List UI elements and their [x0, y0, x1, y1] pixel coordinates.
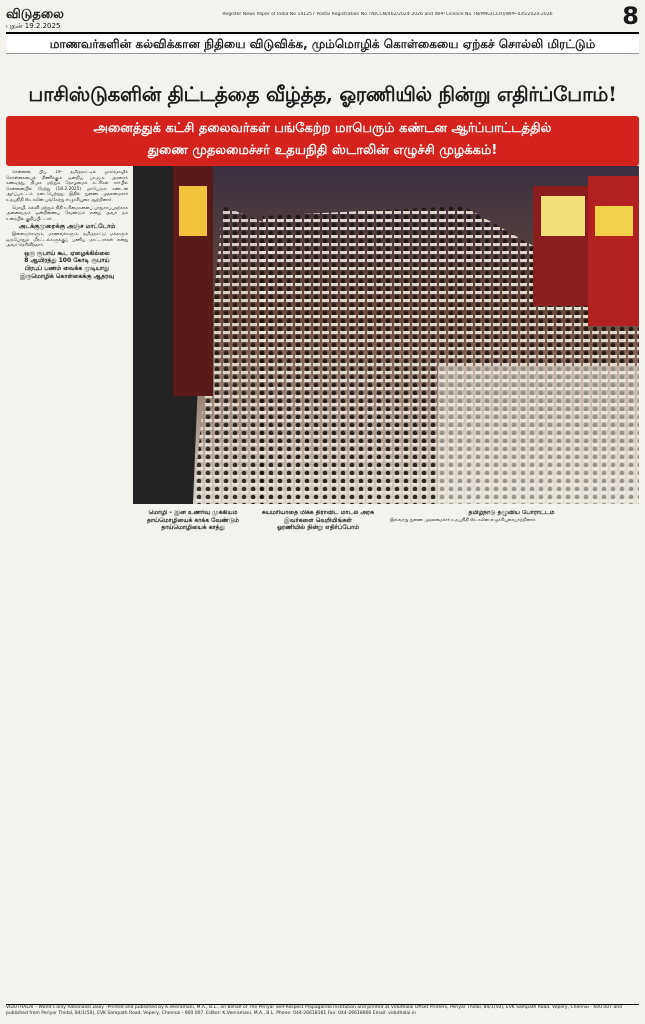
article-para: இளைஞர்களும், மாணவர்களும், தமிழ்நாட்டு மக்களும் ஒருபோதும் மிரட்டல்களுக்குப் பணிய மாட்டார்கள் என்று அவர் தெரிவித்தார்.: [6, 231, 128, 249]
rally-photo: [133, 166, 639, 504]
banner-line-2: துணை முதலமைச்சர் உதயநிதி ஸ்டாலின் எழுச்சி முழக்கம்!: [147, 143, 498, 158]
section-subhead: 8 ஆயிரத்து 100 கோடி ரூபாய்: [24, 257, 110, 265]
masthead: [6, 4, 639, 34]
section-subhead: சுயமரியாதை மிக்க திராவிட மாடல் அரசு: [261, 510, 375, 516]
section-subhead: அடக்குமுறைக்கு அஞ்ச மாட்டோம்: [18, 223, 116, 231]
main-headline: பாசிஸ்டுகளின் திட்டத்தை வீழ்த்த, ஓரணியில் நின்று எதிர்ப்போம்!: [28, 82, 617, 106]
page-number: 8: [622, 2, 639, 30]
banner-line-1: அனைத்துக் கட்சி தலைவர்கள் பங்கேற்ற மாபெரும் கண்டன ஆர்ப்பாட்டத்தில்: [93, 121, 552, 136]
article-column-1: [6, 170, 128, 1000]
section-subhead: தமிழ்நாடு தழுவிய போராட்டம்: [468, 510, 555, 516]
section-subhead: இவர்களை வெறியிங்கள்: [284, 516, 352, 524]
article-column-4: [384, 510, 639, 1000]
article-para: மொழி, கல்வி மற்றும் நிதி உரிமைகளைப் பாதுகாப்பதற்காக அனைவரும் ஒன்றிணைய வேண்டும் என்று அவர் தம் உரையில் குறிப்பிட்டார்.: [6, 205, 128, 222]
section-subhead: தாய்மொழியைக் காக்க வேண்டும்: [146, 516, 240, 524]
section-subhead: இருமொழிக் கொள்கைக்கு ஆதரவு: [20, 272, 114, 280]
section-subhead: மொழி – இன உணர்வு முக்கியம்: [148, 510, 238, 516]
kicker-headline: மாணவர்களின் கல்விக்கான நிதியை விடுவிக்க, மும்மொழிக் கொள்கையை ஏற்கச் சொல்லி மிரட்டும்: [6, 35, 639, 54]
article-column-3: [258, 510, 378, 1000]
section-subhead: பிரபுப் பணம் வைக்க முடியாது: [24, 264, 110, 272]
registration-line: Register News Paper of India No 141257 Postal Registration No TN/CCN/462/2024-2026 and WPP Licence No TN/PMG(CCR)/WPP-435/2024-2026: [222, 12, 553, 17]
section-subhead: தாய்மொழியைக் காத்து: [161, 524, 225, 532]
crowd-photo-graphic: [133, 166, 639, 504]
red-subhead-banner: [6, 116, 639, 166]
imprint-footer: VIDUTHALAI – World's only Rationalist Daily –Printed and published by K.Veeramani, M.A., B.L., on behalf of The Periyar Self-Respect Propaganda Institution and printed at Viduthalai Offset Printers, Periyar Thidal, 84/1(50), EVK Sampath Road, Vepery, Chennai - 600 007 and published from Periyar Thidal, 84/1(50), EVK Sampath Road, Vepery, Chennai - 600 007. Editor: K.Veeramani, M.A., B.L. Phone: 044-26618161 Fax: 044-26618866 Email: viduthalai.in: [6, 1004, 639, 1021]
article-intro: சென்னை, பிப். 19– தமிழ்நாட்டில் மும்மொழிக் கொள்கையைத் திணிக்கும் ஒன்றிய பா.ஜ.க. அரசைக் கண்டித்து, திமுக மற்றும் தோழமைக் கட்சிகள் சார்பில் சென்னையில் நேற்று (18.2.2025) மாபெரும் கண்டன ஆர்ப்பாட்டம் நடைபெற்றது. இதில் துணை முதலமைச்சர் உதயநிதி ஸ்டாலின் பங்கேற்று எழுச்சியுரை ஆற்றினார்.: [6, 170, 128, 203]
paper-name: விடுதலை: [6, 7, 64, 22]
article-column-2: [133, 510, 253, 1000]
paper-date: புதன் 19.2.2025: [6, 22, 61, 30]
article-closing: இவ்வாறு துணை முதலமைச்சர் உதயநிதி ஸ்டாலின் எழுச்சியுரையாற்றினார்.: [390, 517, 537, 523]
section-subhead: ஓரணியில் நின்று எதிர்ப்போம்: [276, 524, 360, 532]
section-subhead: ஒரு ரூபாய் கூட ஏழைக்கில்லை: [24, 249, 110, 257]
